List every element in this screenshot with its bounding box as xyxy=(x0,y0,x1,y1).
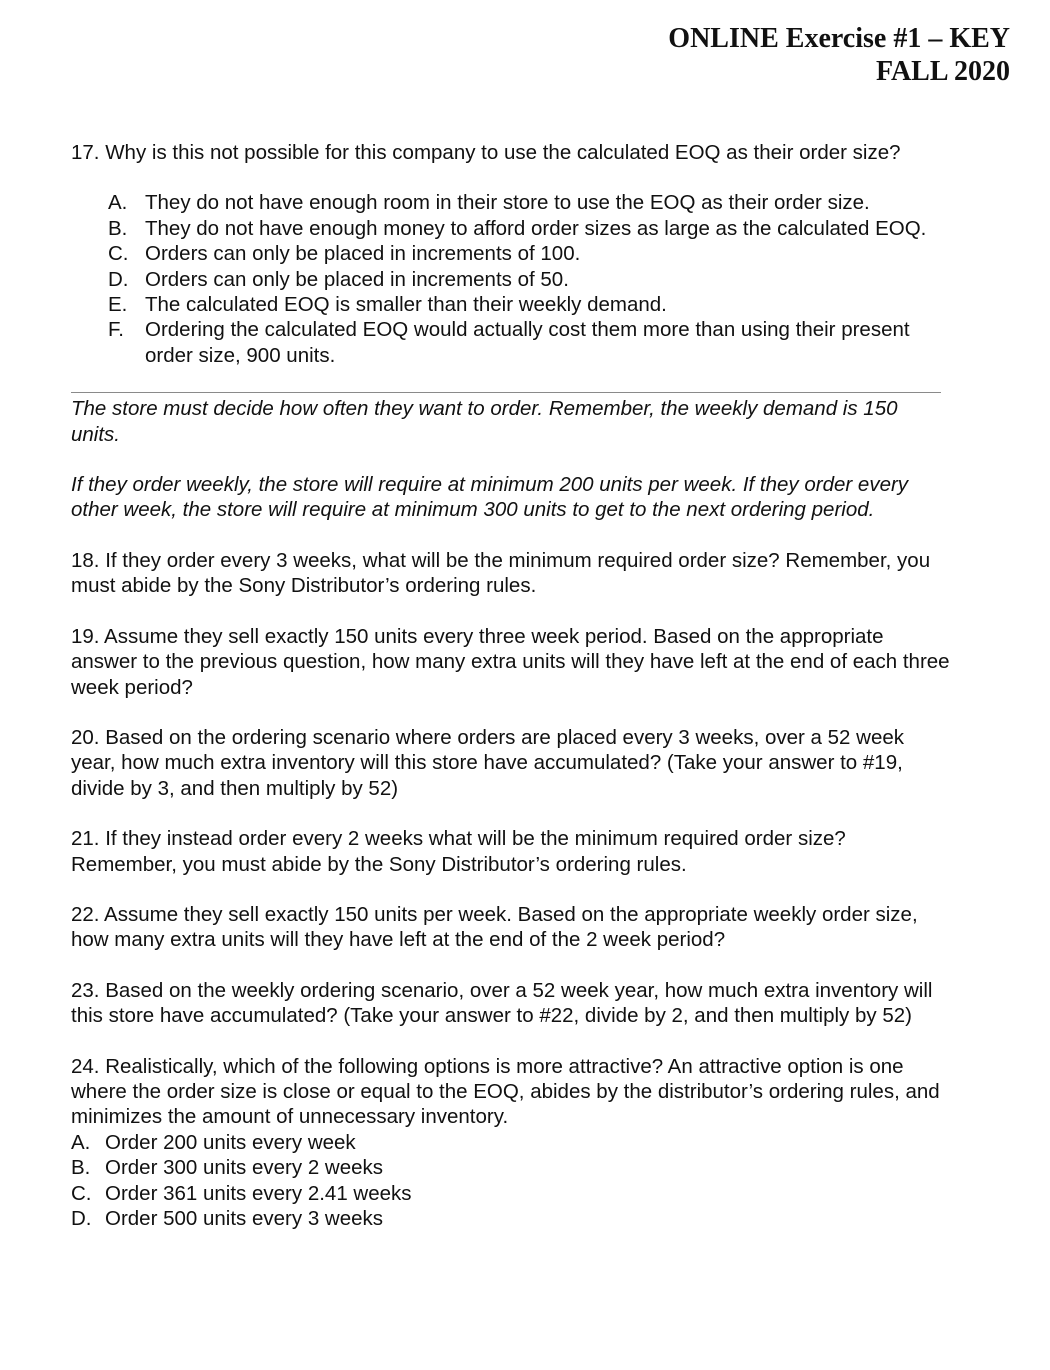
option-text: Orders can only be placed in increments of 100. xyxy=(145,242,581,266)
document-header xyxy=(668,22,1010,88)
question-21: 21. If they instead order every 2 weeks what will be the minimum required order size? Remember, you must abide by the Sony Distributor’s ordering rules. xyxy=(71,827,846,876)
option-24a xyxy=(71,1130,951,1155)
option-text: They do not have enough money to afford order sizes as large as the calculated EOQ. xyxy=(145,216,927,240)
question-24-options xyxy=(71,1130,951,1232)
option-24b xyxy=(71,1155,951,1180)
question-20: 20. Based on the ordering scenario where orders are placed every 3 weeks, over a 52 week year, how much extra inventory will this store have accumulated? (Take your answer to #19, divide by 3, and then multiply by 52) xyxy=(71,725,905,800)
context-paragraph-1: The store must decide how often they want to order. Remember, the weekly demand is 150 units. xyxy=(71,397,898,446)
question-17-options xyxy=(71,190,951,368)
option-letter: C. xyxy=(108,242,129,266)
question-17: 17. Why is this not possible for this company to use the calculated EOQ as their order size? xyxy=(71,141,901,164)
option-text: Order 300 units every 2 weeks xyxy=(105,1156,384,1180)
option-17d xyxy=(108,267,951,292)
option-letter: E. xyxy=(108,293,128,317)
question-24: 24. Realistically, which of the following options is more attractive? An attractive option is one where the order size is close or equal to the EOQ, abides by the distributor’s ordering rules, and minimizes the amount of unnecessary inventory. xyxy=(71,1054,940,1129)
option-17b xyxy=(108,216,951,241)
option-17e xyxy=(108,292,951,317)
header-title: ONLINE Exercise #1 – KEY xyxy=(668,23,1010,54)
option-letter: A. xyxy=(108,191,128,215)
option-text: Ordering the calculated EOQ would actually cost them more than using their present order size, 900 units. xyxy=(145,318,910,367)
section-divider xyxy=(71,392,941,393)
option-24c xyxy=(71,1181,951,1206)
question-18: 18. If they order every 3 weeks, what will be the minimum required order size? Remember, you must abide by the Sony Distributor’s ordering rules. xyxy=(71,548,931,598)
option-17a xyxy=(108,190,951,215)
option-letter: A. xyxy=(71,1130,91,1154)
header-term: FALL 2020 xyxy=(875,56,1010,87)
option-24d xyxy=(71,1206,951,1231)
question-19: 19. Assume they sell exactly 150 units every three week period. Based on the appropriate answer to the previous question, how many extra units will they have left at the end of each three week period? xyxy=(71,624,950,699)
option-letter: D. xyxy=(108,267,129,291)
option-17f xyxy=(108,317,951,368)
question-22: 22. Assume they sell exactly 150 units per week. Based on the appropriate weekly order size, how many extra units will they have left at the end of the 2 week period? xyxy=(71,902,918,952)
option-letter: F. xyxy=(108,318,124,342)
option-text: Order 500 units every 3 weeks xyxy=(105,1207,384,1230)
option-letter: B. xyxy=(71,1156,91,1180)
option-text: Order 200 units every week xyxy=(105,1130,356,1154)
option-text: Order 361 units every 2.41 weeks xyxy=(105,1181,412,1205)
option-letter: C. xyxy=(71,1181,92,1205)
option-text: The calculated EOQ is smaller than their weekly demand. xyxy=(145,293,667,317)
document-body xyxy=(71,140,951,1231)
option-letter: B. xyxy=(108,216,128,240)
option-text: Orders can only be placed in increments of 50. xyxy=(145,267,569,291)
option-text: They do not have enough room in their store to use the EOQ as their order size. xyxy=(145,191,870,215)
question-23: 23. Based on the weekly ordering scenario, over a 52 week year, how much extra inventory will this store have accumulated? (Take your answer to #22, divide by 2, and then multiply by 52) xyxy=(71,978,933,1028)
context-paragraph-2: If they order weekly, the store will require at minimum 200 units per week. If they order every other week, the store will require at minimum 300 units to get to the next ordering period. xyxy=(71,473,909,522)
option-letter: D. xyxy=(71,1207,92,1230)
option-17c xyxy=(108,241,951,266)
